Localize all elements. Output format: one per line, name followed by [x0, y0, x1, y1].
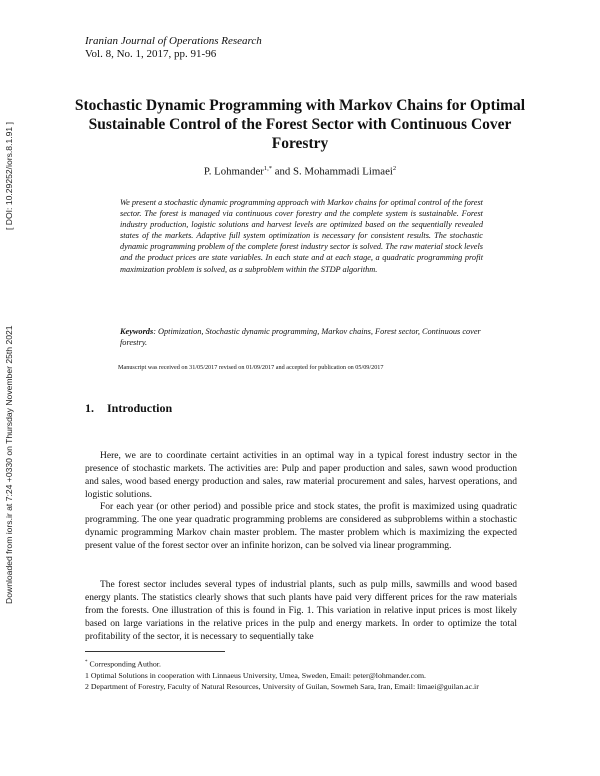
footnote-corresponding-text: Corresponding Author. [87, 659, 161, 669]
download-stamp: Downloaded from iors.ir at 7:24 +0330 on Thursday November 25th 2021 [4, 325, 14, 604]
journal-volume: Vol. 8, No. 1, 2017, pp. 91-96 [85, 48, 217, 60]
keywords [120, 326, 483, 349]
section-heading [85, 401, 172, 416]
section-number: 1. [85, 401, 94, 415]
abstract: We present a stochastic dynamic programming approach with Markov chains for optimal control of the forest sector. The forest is managed via continuous cover forestry and the complete system is sustainable. Forest industry production, logistic solutions and harvest levels are optimized based on the sequentially revealed states of the markets. Adaptive full system optimization is necessary for consistent results. The stochastic dynamic programming problem of the complete forest industry sector is solved. The raw material stock levels and the product prices are state variables. In each state and at each stage, a quadratic programming profit maximization problem is solved, as a subproblem within the STDP algorithm. [120, 198, 483, 274]
footnotes [85, 657, 517, 692]
author-1: P. Lohmander [203, 165, 264, 178]
footnote-divider [85, 651, 225, 652]
manuscript-dates: Manuscript was received on 31/05/2017 revised on 01/09/2017 and accepted for publication on 05/09/2017 [118, 364, 384, 371]
paragraph: The forest sector includes several types of industrial plants, such as pulp mills, sawmills and wood based energy plants. The statistics clearly shows that such plants have paid very different prices for the raw materials from the forests. One illustration of this is found in Fig. 1. This variation in relative input prices is most likely based on large variations in the relative prices in the pulp and energy markets. In order to optimize the total profitability of the sector, it is necessary to sequentially take [85, 579, 517, 643]
side-stamp [2, 0, 18, 776]
author-2: S. Mohammadi Limaei [293, 165, 393, 178]
paragraph: Here, we are to coordinate certaint activities in an optimal way in a typical forest industry sector in the presence of stochastic markets. The activities are: Pulp and paper production and sales, sawn wood production and sales, wood based energy production and sales, raw material procurement and sales, harvest operations, and logistic solutions. [85, 450, 517, 501]
keywords-label: Keywords [120, 327, 154, 336]
doi-stamp: [ DOI: 10.29252/iors.8.1.91 ] [4, 122, 14, 230]
authors [70, 165, 530, 178]
section-title: Introduction [107, 401, 173, 415]
footnote-1: 1 Optimal Solutions in cooperation with Linnaeus University, Umea, Sweden, Email: peter@lohmander.com. [85, 670, 427, 680]
paper-title: Stochastic Dynamic Programming with Markov Chains for Optimal Sustainable Control of the Forest Sector with Continuous Cover Forestry [74, 97, 526, 152]
paragraph: For each year (or other period) and possible price and stock states, the profit is maximized using quadratic programming. The one year quadratic programming problems are considered as subproblems within a stochastic dynamic programming Markov chain master problem. The master problem which is maximizing the expected present value of the forest sector over an infinite horizon, can be solved via linear programming. [85, 501, 517, 552]
author-1-affiliation: 1,* [263, 165, 272, 172]
author-2-affiliation: 2 [392, 165, 397, 172]
keywords-list: : Optimization, Stochastic dynamic programming, Markov chains, Forest sector, Continuous cover forestry. [120, 327, 481, 348]
footnote-star: * [85, 660, 88, 665]
journal-header [85, 35, 262, 61]
journal-name: Iranian Journal of Operations Research [85, 35, 262, 47]
footnote-corresponding [85, 657, 517, 670]
footnote-2: 2 Department of Forestry, Faculty of Natural Resources, University of Guilan, Sowmeh Sara, Iran, Email: limaei@guilan.ac.ir [85, 681, 479, 691]
author-joiner: and [272, 165, 293, 178]
